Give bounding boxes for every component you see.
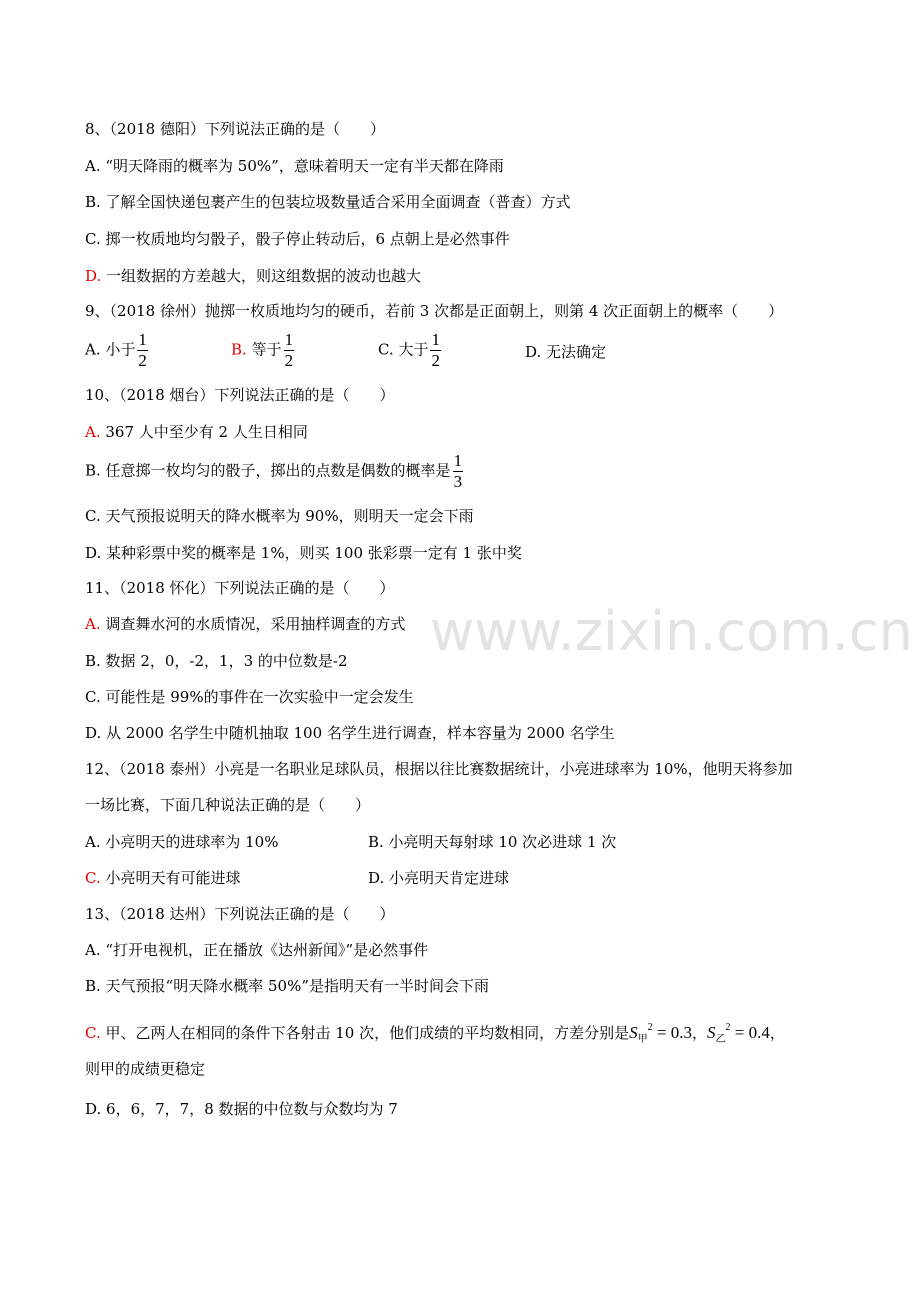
question-12-option-c: C. 小亮明天有可能进球: [85, 869, 241, 887]
question-9-option-a: A. 小于 $\frac{1}{2}$: [85, 330, 147, 370]
question-12-stem-line-2: 一场比赛，下面几种说法正确的是（ ）: [85, 796, 371, 814]
watermark: www.zixin.com.cn: [430, 600, 913, 663]
question-10-option-c: C. 天气预报说明天的降水概率为 90%，则明天一定会下雨: [85, 507, 474, 525]
question-11-option-a: A. 调查舞水河的水质情况，采用抽样调查的方式: [85, 615, 406, 633]
answer-letter: C.: [85, 869, 101, 887]
answer-letter: D.: [85, 267, 102, 285]
answer-letter: A.: [85, 615, 101, 633]
question-10-option-d: D. 某种彩票中奖的概率是 1%，则买 100 张彩票一定有 1 张中奖: [85, 544, 522, 562]
question-11-option-d: D. 从 2000 名学生中随机抽取 100 名学生进行调查，样本容量为 2000 名学生: [85, 724, 615, 742]
question-9-stem: 9、（2018 徐州）抛掷一枚质地均匀的硬币，若前 3 次都是正面朝上，则第 4 次正面朝上的概率（ ）: [85, 302, 784, 320]
question-11-option-c: C. 可能性是 99%的事件在一次实验中一定会发生: [85, 688, 414, 706]
answer-letter: B.: [231, 340, 247, 359]
answer-letter: A.: [85, 423, 101, 441]
question-9-option-d: D. 无法确定: [525, 343, 607, 361]
variance-jia-formula: $S_甲^2 = 0.3$: [629, 1022, 692, 1045]
fraction-one-half: $\frac{1}{2}$: [431, 330, 440, 370]
question-12-option-d: D. 小亮明天肯定进球: [368, 869, 510, 887]
question-8-stem: 8、（2018 德阳）下列说法正确的是（ ）: [85, 120, 385, 138]
question-8-option-d: D. 一组数据的方差越大，则这组数据的波动也越大: [85, 267, 422, 285]
question-9-option-c: C. 大于 $\frac{1}{2}$: [378, 330, 440, 370]
question-13-option-d: D. 6，6，7，7，8 数据的中位数与众数均为 7: [85, 1100, 398, 1118]
question-10-option-b: B. 任意掷一枚均匀的骰子，掷出的点数是偶数的概率是 $\frac{1}{3}$: [85, 451, 463, 491]
answer-letter: C.: [85, 1024, 101, 1042]
question-13-option-c-continued: 则甲的成绩更稳定: [85, 1060, 206, 1078]
question-12-option-b: B. 小亮明天每射球 10 次必进球 1 次: [368, 833, 617, 851]
fraction-one-half: $\frac{1}{2}$: [138, 330, 147, 370]
question-11-option-b: B. 数据 2，0，-2，1，3 的中位数是-2: [85, 652, 348, 670]
question-13-option-c: C. 甲、乙两人在相同的条件下各射击 10 次，他们成绩的平均数相同，方差分别是$S_甲^2 = 0.3$，$S_乙^2 = 0.4$，: [85, 1022, 785, 1045]
question-13-stem: 13、（2018 达州）下列说法正确的是（ ）: [85, 905, 395, 923]
question-10-stem: 10、（2018 烟台）下列说法正确的是（ ）: [85, 386, 395, 404]
question-12-option-a: A. 小亮明天的进球率为 10%: [85, 833, 279, 851]
question-8-option-a: A. “明天降雨的概率为 50%”，意味着明天一定有半天都在降雨: [85, 157, 504, 175]
question-13-option-a: A. “打开电视机，正在播放《达州新闻》”是必然事件: [85, 941, 429, 959]
question-10-option-a: A. 367 人中至少有 2 人生日相同: [85, 423, 308, 441]
question-12-stem-line-1: 12、（2018 泰州）小亮是一名职业足球队员，根据以往比赛数据统计，小亮进球率为 10%，他明天将参加: [85, 760, 793, 778]
question-13-option-b: B. 天气预报“明天降水概率 50%”是指明天有一半时间会下雨: [85, 977, 490, 995]
fraction-one-half: $\frac{1}{2}$: [284, 330, 294, 370]
question-11-stem: 11、（2018 怀化）下列说法正确的是（ ）: [85, 579, 395, 597]
fraction-one-third: $\frac{1}{3}$: [453, 451, 463, 491]
variance-yi-formula: $S_乙^2 = 0.4$: [706, 1022, 770, 1045]
question-8-option-b: B. 了解全国快递包裹产生的包装垃圾数量适合采用全面调查（普查）方式: [85, 193, 571, 211]
question-9-option-b: B. 等于 $\frac{1}{2}$: [231, 330, 294, 370]
question-8-option-c: C. 掷一枚质地均匀骰子，骰子停止转动后，6 点朝上是必然事件: [85, 230, 510, 248]
